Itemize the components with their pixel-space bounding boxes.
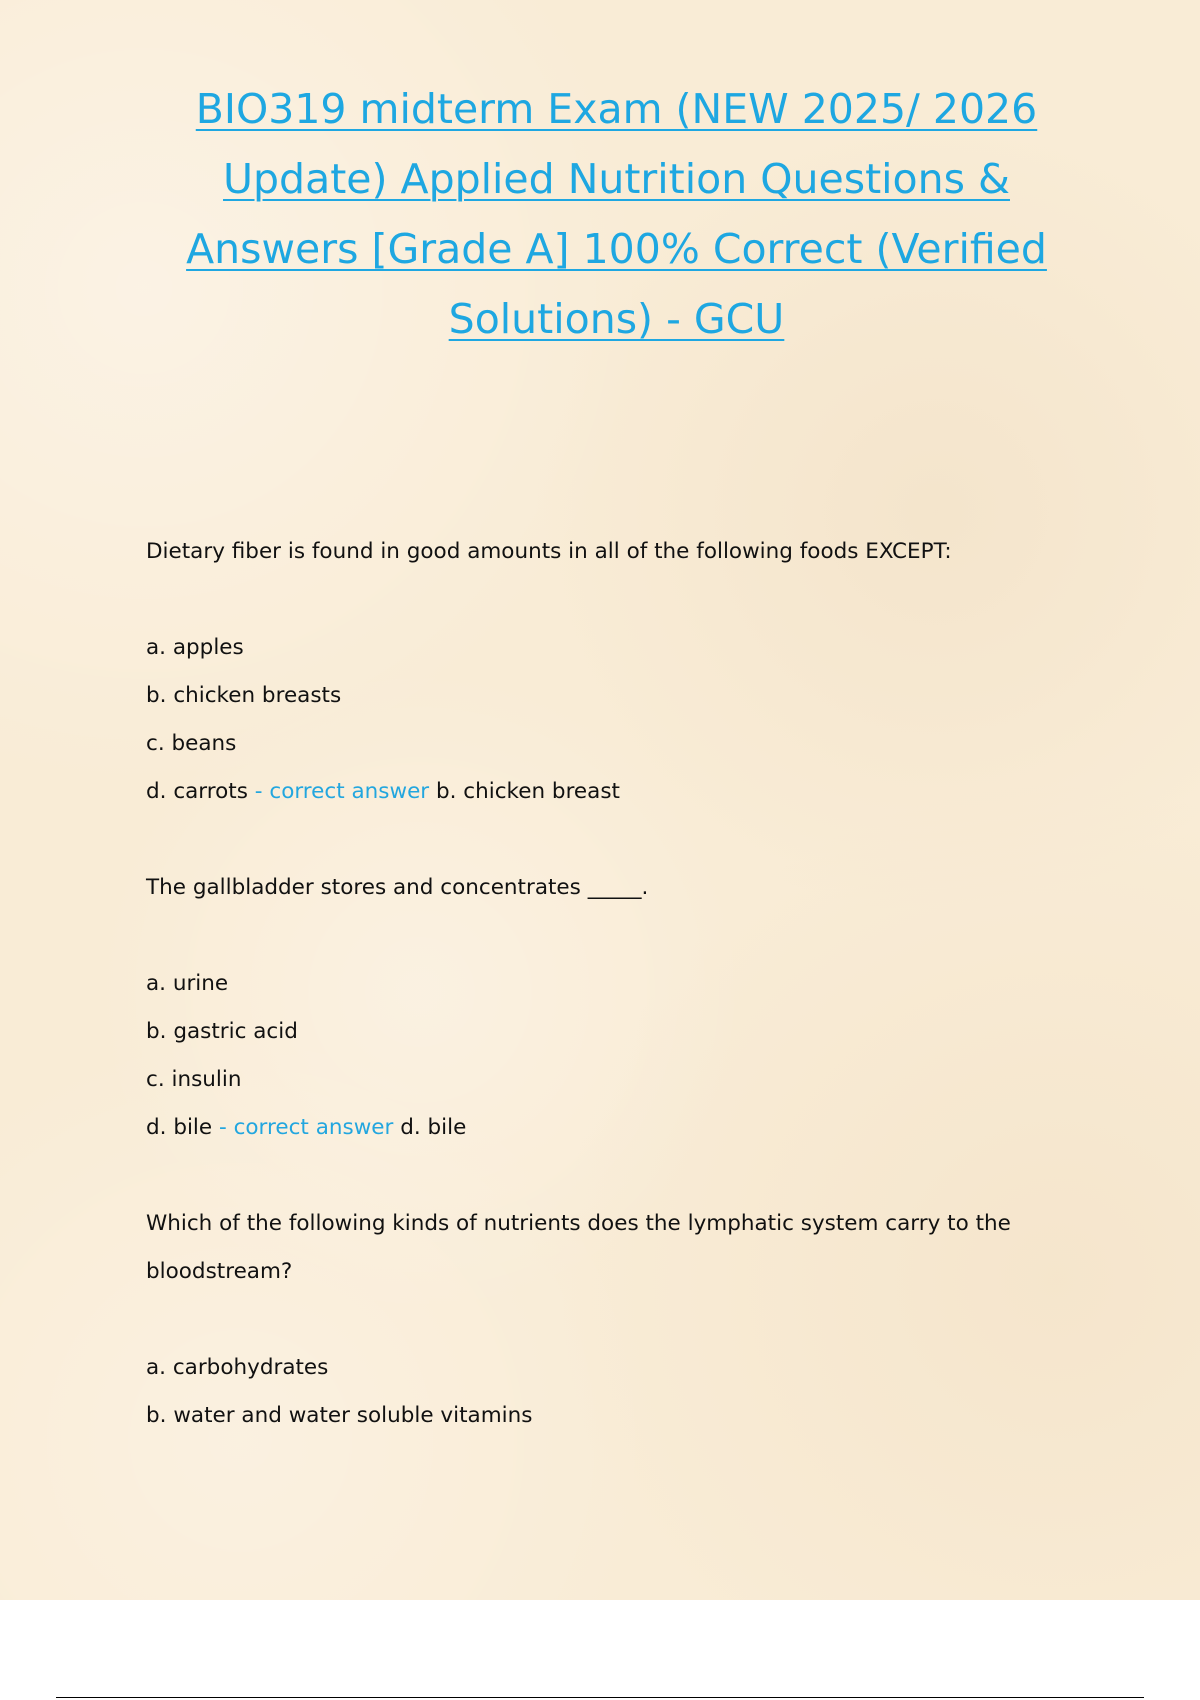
question-item-3 — [146, 1200, 1046, 1440]
answer-option: c. insulin — [146, 1067, 242, 1092]
page-footer-rule — [56, 1697, 1144, 1698]
answer-options — [146, 624, 1046, 816]
answer-options — [146, 1344, 1046, 1440]
answer-option: b. gastric acid — [146, 1019, 298, 1044]
question-item-2 — [146, 864, 1046, 1152]
answer-option: b. chicken breasts — [146, 683, 342, 708]
answer-option: a. apples — [146, 635, 244, 660]
question-list — [146, 528, 1046, 1440]
question-item-1 — [146, 528, 1046, 816]
answer-option: b. water and water soluble vitamins — [146, 1403, 533, 1428]
question-spacer — [146, 576, 1046, 624]
answer-option-with-key — [146, 768, 1046, 816]
question-text: Dietary fiber is found in good amounts in all of the following foods EXCEPT: — [146, 539, 952, 564]
answer-options — [146, 960, 1046, 1152]
correct-answer-separator: - — [247, 779, 270, 804]
question-text: Which of the following kinds of nutrients does the lymphatic system carry to the bloodstream? — [146, 1211, 1011, 1284]
question-spacer — [146, 816, 1046, 864]
correct-answer-label: correct answer — [269, 779, 430, 804]
answer-option-text: d. carrots — [146, 779, 248, 804]
question-text: The gallbladder stores and concentrates _____. — [146, 875, 649, 900]
correct-answer-value: b. chicken breast — [429, 779, 620, 804]
answer-option: a. urine — [146, 971, 229, 996]
correct-answer-separator: - — [212, 1115, 234, 1140]
answer-option: c. beans — [146, 731, 237, 756]
document-title[interactable]: BIO319 midterm Exam (NEW 2025/ 2026 Update) Applied Nutrition Questions & Answers [Grade A] 100% Correct (Verified Solutions) - GCU — [186, 85, 1047, 343]
question-spacer — [146, 1296, 1046, 1344]
answer-option-text: d. bile — [146, 1115, 213, 1140]
answer-option-with-key — [146, 1104, 1046, 1152]
question-spacer — [146, 1152, 1046, 1200]
document-title-block — [140, 74, 1093, 354]
answer-option: a. carbohydrates — [146, 1355, 329, 1380]
correct-answer-label: correct answer — [233, 1115, 394, 1140]
question-spacer — [146, 912, 1046, 960]
correct-answer-value: d. bile — [393, 1115, 467, 1140]
